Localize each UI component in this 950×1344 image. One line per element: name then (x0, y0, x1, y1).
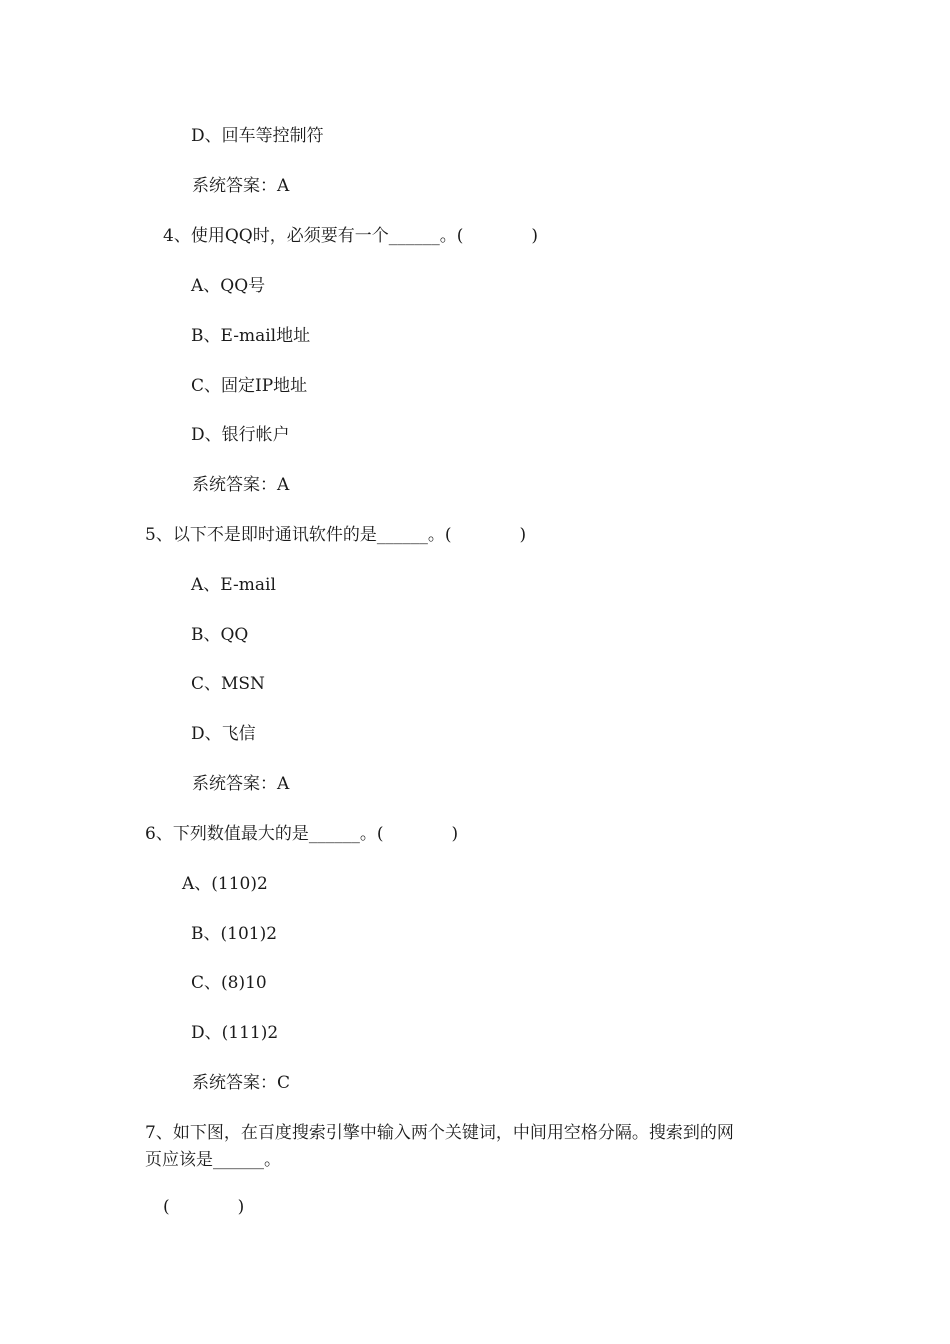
q6-stem: 6、下列数值最大的是______。( ) (145, 824, 459, 844)
q4-stem: 4、使用QQ时，必须要有一个______。( ) (163, 226, 538, 246)
q6-answer: 系统答案：C (192, 1073, 291, 1093)
q6-option-a: A、(110)2 (182, 874, 268, 894)
q4-answer: 系统答案：A (192, 475, 290, 495)
q7-stem-line-1: 7、如下图，在百度搜索引擎中输入两个关键词，中间用空格分隔。搜索到的网 (145, 1123, 734, 1143)
q4-option-d: D、银行帐户 (191, 425, 290, 445)
q7-stem-line-2: 页应该是______。 (145, 1150, 281, 1170)
q4-option-a: A、QQ号 (191, 276, 266, 296)
q4-option-c: C、固定IP地址 (191, 376, 308, 396)
q6-option-c: C、(8)10 (191, 973, 267, 993)
q6-option-d: D、(111)2 (191, 1023, 279, 1043)
q5-option-b: B、QQ (191, 625, 249, 645)
q5-stem: 5、以下不是即时通讯软件的是______。( ) (145, 525, 527, 545)
q5-option-a: A、E-mail (191, 575, 276, 595)
q5-answer: 系统答案：A (192, 774, 290, 794)
q4-option-b: B、E-mail地址 (191, 326, 311, 346)
q6-option-b: B、(101)2 (191, 924, 278, 944)
q5-option-d: D、飞信 (191, 724, 256, 744)
q7-answer-blank: ( ) (163, 1197, 245, 1217)
q3-option-d: D、回车等控制符 (191, 126, 324, 146)
q5-option-c: C、MSN (191, 674, 265, 694)
q3-answer: 系统答案：A (192, 176, 290, 196)
